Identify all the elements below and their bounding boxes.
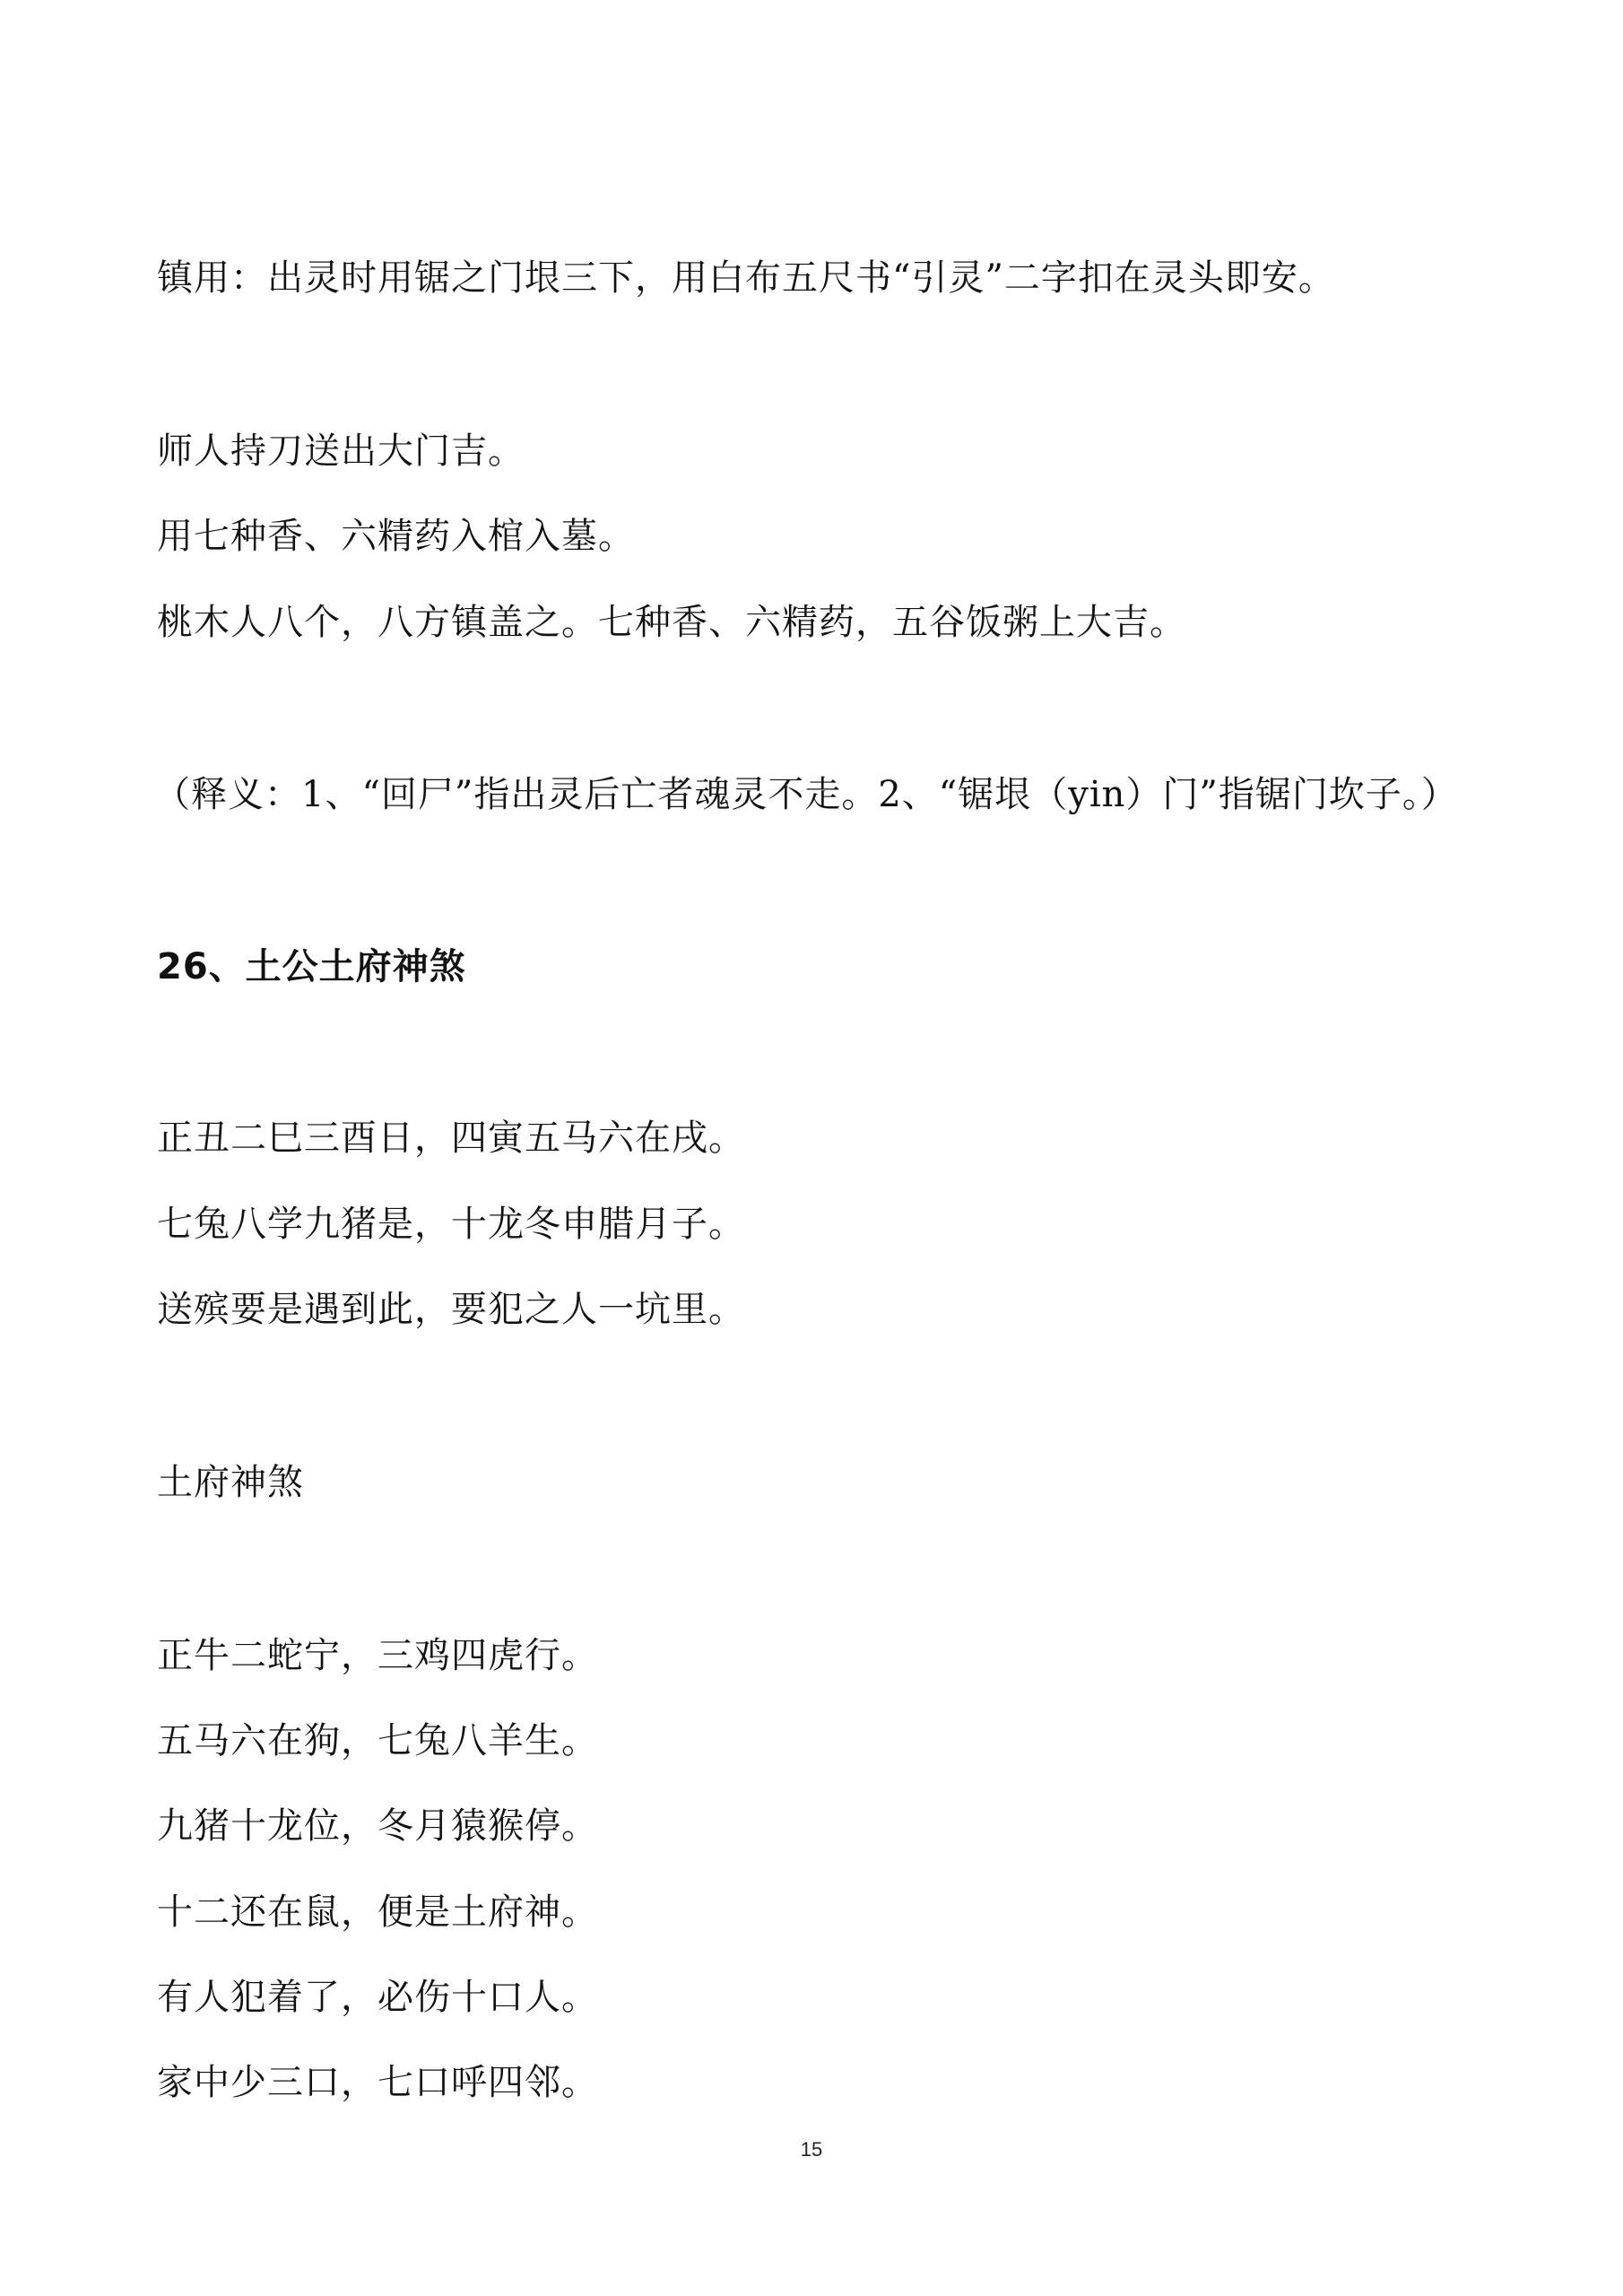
verse-line: 五马六在狗，七兔八羊生。 [157,1720,598,1761]
page-number: 15 [800,2138,823,2161]
explanation-note: （释义：1、“回尸”指出灵后亡者魂灵不走。2、“锯垠（yin）门”指锯门坎子。） [154,774,1458,815]
verse-line: 九猪十龙位，冬月猿猴停。 [157,1805,598,1847]
subsection-title: 土府神煞 [157,1462,304,1503]
verse-line: 家中少三口，七口呼四邻。 [157,2062,598,2103]
verse-line: 用七种香、六精药入棺入墓。 [157,516,635,557]
verse-line: 七兔八学九猪是，十龙冬申腊月子。 [157,1204,745,1245]
verse-line: 有人犯着了，必伤十口人。 [157,1977,598,2018]
remedy-paragraph: 镇用：出灵时用锯之门垠三下，用白布五尺书“引灵”二字扣在灵头即安。 [157,257,1335,299]
verse-line: 桃木人八个，八方镇盖之。七种香、六精药，五谷饭粥上大吉。 [157,602,1186,643]
verse-line: 正丑二巳三酉日，四寅五马六在戌。 [157,1118,745,1159]
verse-line: 送殡要是遇到此，要犯之人一坑里。 [157,1289,745,1330]
verse-line: 十二还在鼠，便是土府神。 [157,1892,598,1933]
verse-line: 师人持刀送出大门吉。 [157,430,525,472]
section-heading: 26、土公土府神煞 [157,946,466,987]
verse-line: 正牛二蛇宁，三鸡四虎行。 [157,1635,598,1676]
